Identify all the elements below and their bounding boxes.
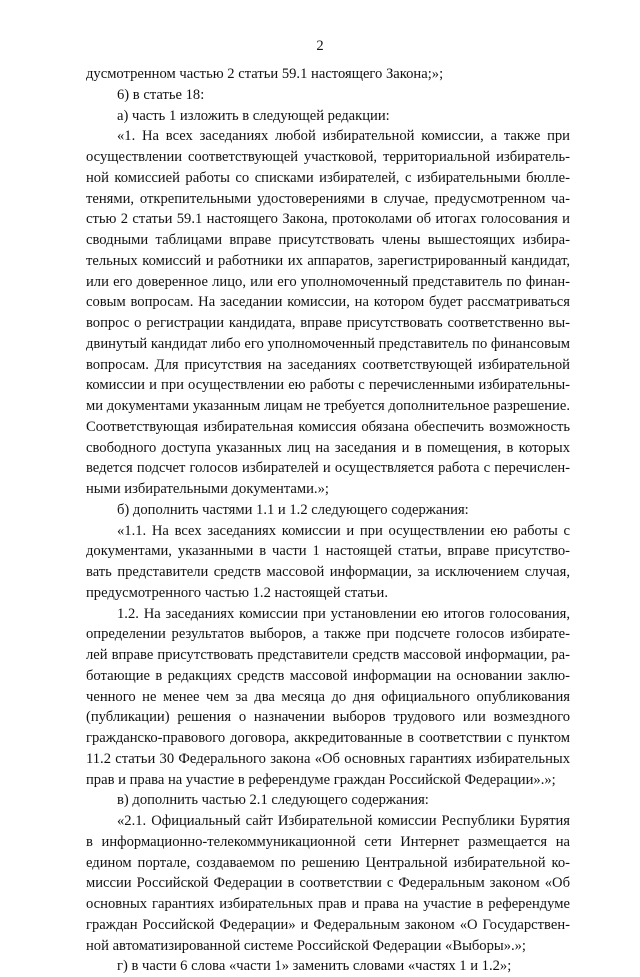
text-line: ной автоматизированной системе Российской Федерации «Выборы».»;	[86, 937, 526, 954]
text-line: 6) в статье 18:	[117, 86, 205, 103]
text-line: лей вправе присутствовать представители средств массовой информации, ра-	[86, 647, 570, 663]
text-line: в) дополнить частью 2.1 следующего содержания:	[117, 792, 429, 809]
text-line: совым вопросам. На заседании комиссии, на котором будет рассматриваться	[86, 294, 570, 311]
text-line: сводными таблицами вправе присутствовать члены вышестоящих избира-	[86, 232, 570, 248]
text-line: дусмотренном частью 2 статьи 59.1 настоящего Закона;»;	[86, 66, 444, 82]
text-line: ной комиссией работы со списками избирателей, с избирательными бюлле-	[86, 169, 570, 186]
text-line: ченного не менее чем за два месяца до дня официального опубликования	[86, 688, 570, 705]
text-line: основных гарантиях избирательных прав и права на участие в референдуме	[86, 896, 570, 912]
text-line: прав и права на участие в референдуме граждан Российской Федерации».»;	[86, 771, 556, 788]
text-line: а) часть 1 изложить в следующей редакции:	[117, 107, 390, 124]
text-line: свободного доступа указанных лиц на заседания и в помещения, в которых	[86, 439, 570, 456]
text-line: граждан Российской Федерации» и Федеральным законом «О Государствен-	[86, 916, 570, 933]
text-line: тенями, открепительными удостоверениями в случае, предусмотренном ча-	[86, 190, 570, 207]
text-line: осуществлении соответствующей участковой, территориальной избиратель-	[86, 149, 570, 165]
text-line: б) дополнить частями 1.1 и 1.2 следующего содержания:	[117, 501, 469, 518]
text-line: «1.1. На всех заседаниях комиссии и при осуществлении ею работы с	[117, 522, 570, 539]
text-line: комиссии и при осуществлении ею работы с перечисленными избирательны-	[86, 377, 570, 394]
text-line: вопросам. Для присутствия на заседаниях соответствующей избирательной	[86, 356, 570, 373]
text-line: (публикации) решения о назначении выборов трудового или возмездного	[86, 709, 570, 726]
text-line: стью 2 статьи 59.1 настоящего Закона, протоколами об итогах голосования и	[86, 211, 570, 228]
text-line: предусмотренного частью 1.2 настоящей статьи.	[86, 584, 388, 601]
text-line: «2.1. Официальный сайт Избирательной комиссии Республики Бурятия	[117, 813, 570, 829]
text-line: ми документами указанным лицам не требуется дополнительное разрешение.	[86, 398, 570, 414]
text-line: в информационно-телекоммуникационной сети Интернет размещается на	[86, 833, 570, 850]
text-line: ботающие в редакциях средств массовой информации на основании заклю-	[86, 667, 570, 684]
text-line: ведется подсчет голосов избирателей и осуществляется работа с перечислен-	[86, 460, 570, 477]
text-line: вать представители средств массовой информации, за исключением случая,	[86, 564, 570, 580]
text-line: миссии Российской Федерации в соответствии с Федеральным законом «Об	[86, 875, 570, 892]
text-line: Соответствующая избирательная комиссия обязана обеспечить возможность	[86, 418, 570, 435]
text-line: 11.2 статьи 30 Федерального закона «Об основных гарантиях избирательных	[86, 750, 570, 767]
text-line: едином портале, создаваемом по решению Центральной избирательной ко-	[86, 854, 570, 871]
text-line: двинутый кандидат либо его уполномоченный представитель по финансовым	[86, 335, 570, 352]
text-line: определении результатов выборов, а также при подсчете голосов избирате-	[86, 626, 570, 643]
text-line: ными избирательными документами.»;	[86, 481, 329, 497]
text-line: «1. На всех заседаниях любой избирательной комиссии, а также при	[117, 128, 570, 145]
text-line: г) в части 6 слова «части 1» заменить словами «частях 1 и 1.2»;	[117, 958, 512, 975]
text-line: или его доверенное лицо, или его уполномоченный представитель по финан-	[86, 273, 570, 290]
text-line: тельных комиссий и работники их аппаратов, зарегистрированный кандидат,	[86, 252, 570, 269]
text-line: вопрос о регистрации кандидата, вправе присутствовать соответственно вы-	[86, 315, 570, 331]
text-line: документами, указанными в части 1 настоящей статьи, вправе присутство-	[86, 543, 570, 560]
text-line: 1.2. На заседаниях комиссии при установлении ею итогов голосования,	[117, 605, 570, 622]
text-line: гражданско-правового договора, аккредитованные в соответствии с пунктом	[86, 730, 570, 746]
page-number: 2	[316, 38, 324, 54]
